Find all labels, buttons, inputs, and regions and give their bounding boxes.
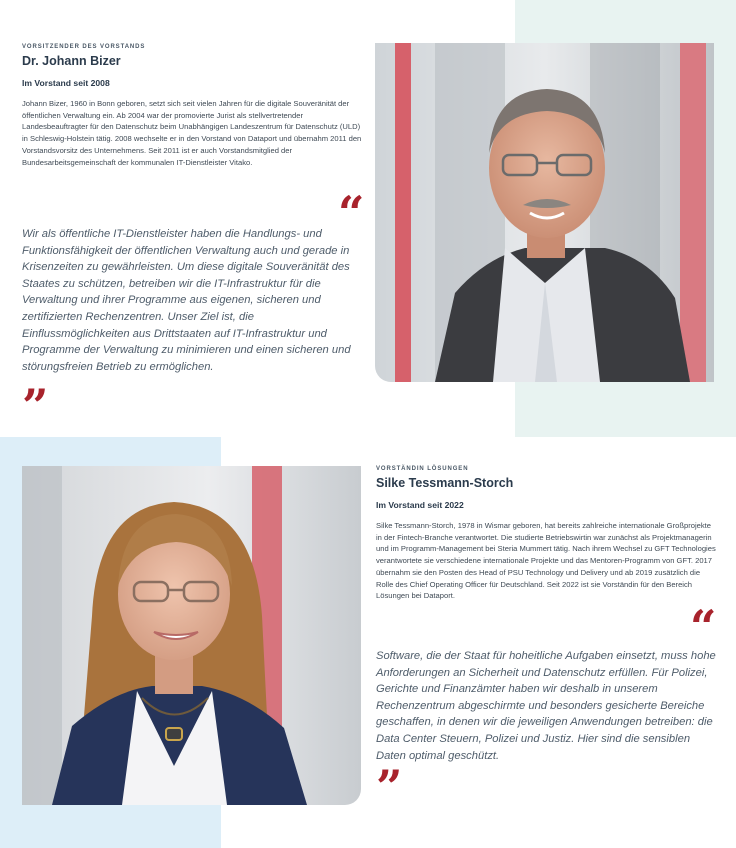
person1-open-quote-icon: “ bbox=[338, 186, 365, 240]
person2-since: Im Vorstand seit 2022 bbox=[376, 500, 464, 510]
person2-open-quote-icon: “ bbox=[690, 600, 717, 654]
person2-portrait-photo bbox=[22, 466, 361, 805]
person2-quote: Software, die der Staat für hoheitliche Aufgaben einsetzt, muss hohe Anforderungen an Sicherheit und Datenschutz erfüllen. Für Polizei, Gerichte und Finanzämter haben wir deshalb in unserem Rechenzentrum abgeschirmte und besonders gesicherte Bereiche geschaffen, in denen wir die jeweiligen Anwendungen betreiben: die Data Center Steuern, Polizei und Justiz. Hier sind die sensiblen Daten optimal geschützt. bbox=[376, 650, 716, 762]
person1-quote: Wir als öffentliche IT-Dienstleister haben die Handlungs- und Funktionsfähigkeit der öffentlichen Verwaltung auch und gerade in Krisenzeiten zu gewährleisten. Um diese digitale Souveränität des Staates zu schützen, betreiben wir die IT-Infrastruktur für die Verwaltung und ihrer Programme aus eigenen, sicheren und zertifizierten Rechenzentren. Unser Ziel ist, die Einflussmöglichkeiten aus Drittstaaten auf IT-Infrastruktur und Programme der Verwaltung zu minimieren und einen sicheren und störungsfreien Betrieb zu ermöglichen. bbox=[22, 228, 351, 373]
person1-bio: Johann Bizer, 1960 in Bonn geboren, setzt sich seit vielen Jahren für die digitale Souveränität der öffentlichen Verwaltung ein. Ab 2004 war der promovierte Jurist als stellvertretender Landesbeauftragter für den Datenschutz beim Unabhängigen Landeszentrum für Datenschutz (ULD) in Schleswig-Holstein tätig. 2008 wechselte er in den Vorstand von Dataport und übernahm 2011 den Vorstandsvorsitz des Unternehmens. Seit 2011 ist er auch Vorstandsmitglied der Bundesarbeitsgemeinschaft der kommunalen IT-Dienstleister Vitako. bbox=[22, 99, 362, 167]
person1-since: Im Vorstand seit 2008 bbox=[22, 78, 110, 88]
person2-role: VORSTÄNDIN LÖSUNGEN bbox=[376, 466, 469, 472]
person1-role: VORSITZENDER DES VORSTANDS bbox=[22, 44, 146, 50]
person2-name: Silke Tessmann-Storch bbox=[376, 476, 514, 490]
person1-name: Dr. Johann Bizer bbox=[22, 54, 121, 68]
person1-close-quote-icon: ” bbox=[22, 379, 49, 433]
person2-close-quote-icon: ” bbox=[376, 760, 403, 814]
person2-bio: Silke Tessmann-Storch, 1978 in Wismar geboren, hat bereits zahlreiche internationale Großprojekte in der Fintech-Branche verantwortet. Die studierte Betriebswirtin war zunächst als Projektmanagerin und im Programm-Management bei Steria Mummert tätig. Nach ihrem Wechsel zu GFT Technologies verantwortete sie verschiedene internationale Projekte und das Mentoren-Programm von GFT. 2017 übernahm sie den Posten des Head of PSU Technology und Delivery und ab 2019 zusätzlich die Rolle des Chief Operating Officer für Deutschland. Seit 2022 ist sie Vorständin für den Bereich Lösungen bei Dataport. bbox=[376, 521, 716, 601]
person1-portrait-photo bbox=[375, 43, 714, 382]
